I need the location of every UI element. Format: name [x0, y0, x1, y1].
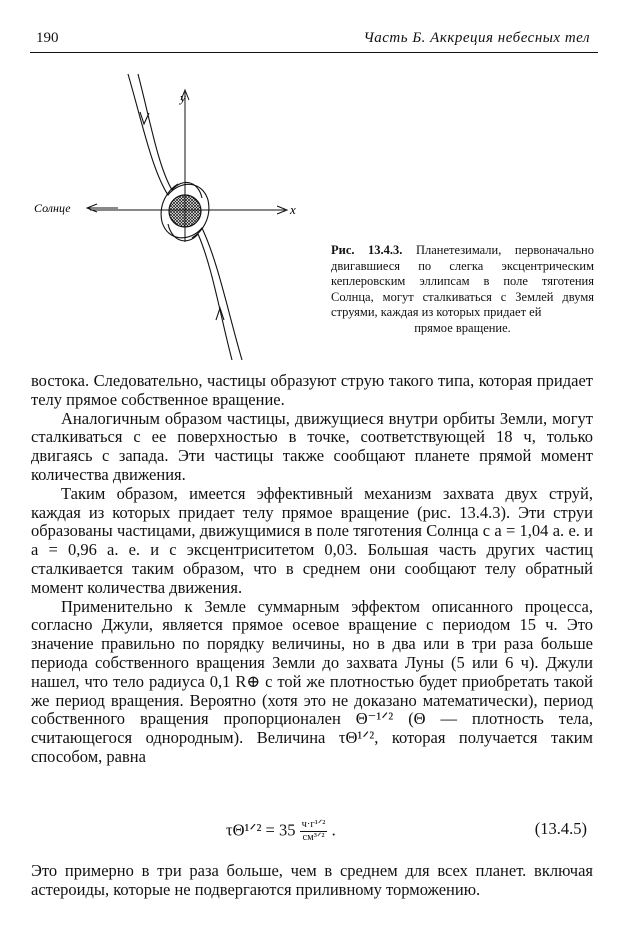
paragraph-1: востока. Следовательно, частицы образуют струю такого типа, которая придает телу прямое собственное вращение. — [31, 371, 593, 409]
running-header — [30, 30, 598, 53]
paragraph-5: Это примерно в три раза больше, чем в среднем для всех планет. включая астероиды, которые не подвергаются приливному торможению. — [31, 861, 593, 899]
lower-stream-inner — [168, 224, 232, 360]
equation-lhs: τΘ¹ᐟ² = 35 — [226, 820, 296, 840]
body-text — [31, 372, 593, 767]
paragraph-2: Аналогичным образом частицы, движущиеся внутри орбиты Земли, могут сталкиваться с ее поверхностью в точке, соответствующей 18 ч, только двигаясь с запада. Эти частицы также сообщают планете прямой момент количества движения. — [31, 408, 593, 484]
paragraph-3: Таким образом, имеется эффективный механизм захвата двух струй, каждая из которых придает телу прямое вращение (рис. 13.4.3). Эти струи образованы частицами, движущимися в поле тяготения Солнца с a = 1,04 а. е. и a = 0,96 а. е. и с эксцентриситетом 0,03. Большая часть других частиц сталкивается таким образом, что в среднем они сообщают телу обратный момент количества движения. — [31, 483, 593, 597]
sun-label: Солнце — [34, 201, 71, 215]
equation-tail: . — [331, 820, 336, 840]
final-paragraph — [31, 862, 593, 900]
figure-13-4-3 — [30, 62, 310, 362]
running-title: Часть Б. Аккреция небесных тел — [363, 30, 590, 46]
caption-label: Рис. 13.4.3. — [331, 243, 403, 257]
earth-disk — [169, 195, 201, 227]
upper-stream-inner — [138, 74, 202, 198]
fraction-numerator: ч·г¹ᐟ² — [301, 819, 326, 830]
caption-text: Планетезимали, первоначально двигавшиеся по слегка эксцентрическим кеплеровским эллипсам в поле тяготения Солнца, могут сталкиваться с Землей двумя струями, каждая из которых придает ей — [331, 243, 595, 319]
paragraph-4: Применительно к Земле суммарным эффектом описанного процесса, согласно Джули, является прямое осевое вращение с периодом 15 ч. Это значение правильно по порядку величины, но в два или в три раза больше периода собственного вращения Земли до захвата Луны (5 или 6 ч). Джули нашел, что тело радиуса 0,1 R⊕ с той же плотностью будет приобретать такой же период вращения. Вероятно (хотя это не доказано математически), период собственного вращения пропорционален Θ⁻¹ᐟ² (Θ — плотность тела, считающегося однородным). Величина τΘ¹ᐟ², которая получается таким способом, равна — [31, 596, 593, 766]
fraction-denominator: см³ᐟ² — [302, 832, 325, 843]
x-axis-label: x — [290, 202, 296, 217]
page-number: 190 — [36, 30, 59, 46]
equation-13-4-5 — [31, 815, 593, 851]
figure-diagram — [30, 62, 310, 362]
caption-last-line: прямое вращение. — [414, 320, 511, 335]
equation-fraction — [300, 819, 328, 844]
equation-formula — [226, 819, 336, 844]
figure-caption — [331, 243, 594, 336]
equation-number: (13.4.5) — [534, 819, 587, 838]
y-axis-label: y — [180, 90, 186, 105]
